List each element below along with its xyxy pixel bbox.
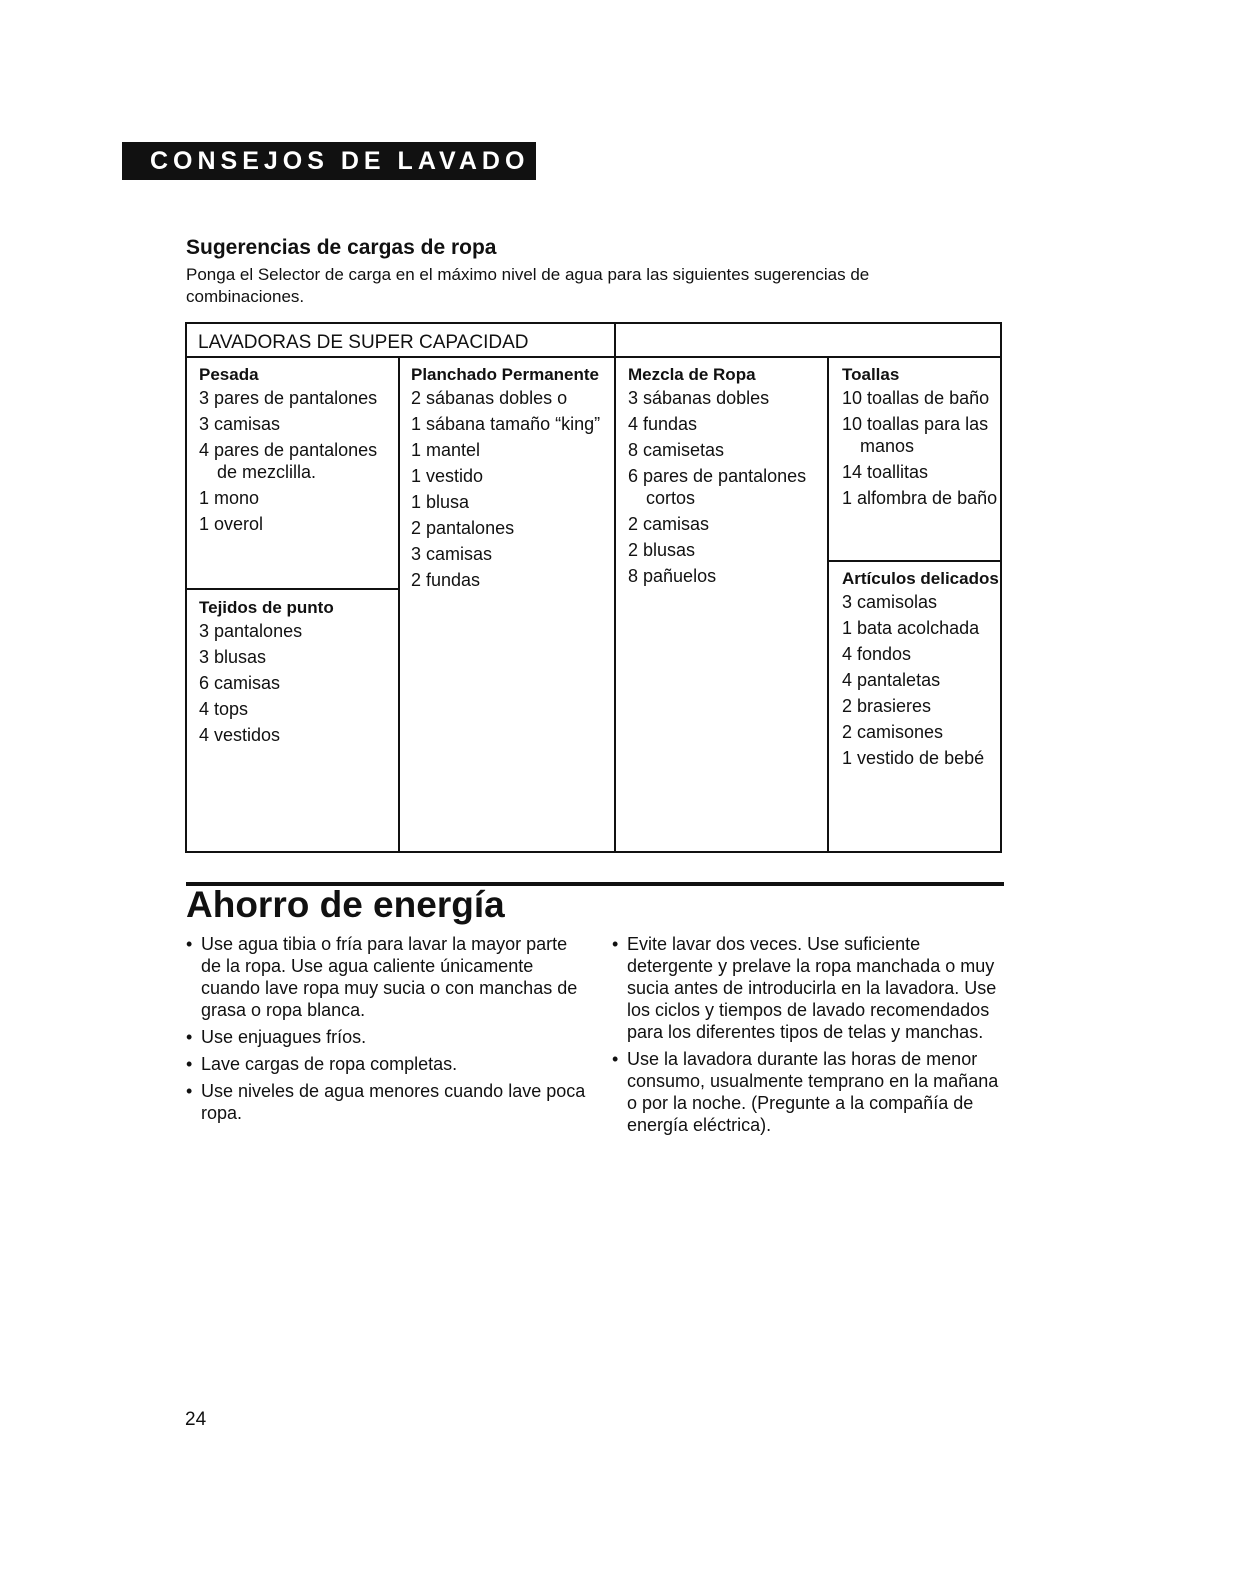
load-item: 3 sábanas dobles: [628, 388, 770, 408]
section-banner: CONSEJOS DE LAVADO: [122, 142, 536, 180]
suggestions-intro: Ponga el Selector de carga en el máximo nivel de agua para las siguientes sugerencias de combinaciones.: [186, 265, 870, 306]
group-title: Tejidos de punto: [199, 598, 334, 617]
load-item: 2 camisones: [842, 722, 944, 742]
load-item: 4 pantaletas: [842, 670, 941, 690]
load-item: 1 blusa: [411, 492, 470, 512]
group-items: [199, 620, 394, 746]
load-item: 3 camisolas: [842, 592, 938, 612]
load-item: 6 pares de pantalones cortos: [628, 466, 807, 508]
load-item: 14 toallitas: [842, 462, 929, 482]
group-toallas: [842, 364, 999, 513]
group-title: Artículos delicados: [842, 569, 999, 588]
load-item: 1 bata acolchada: [842, 618, 980, 638]
group-items: [411, 387, 611, 591]
load-item: 3 camisas: [199, 414, 281, 434]
load-item: 1 mantel: [411, 440, 481, 460]
group-title: Mezcla de Ropa: [628, 365, 756, 384]
group-tejidos-de-punto: [199, 597, 394, 750]
energy-title: Ahorro de energía: [186, 884, 505, 925]
group-mezcla-de-ropa: [628, 364, 823, 591]
energy-tip: • Lave cargas de ropa completas.: [186, 1053, 586, 1075]
load-item: 1 mono: [199, 488, 260, 508]
load-item: 1 vestido de bebé: [842, 748, 985, 768]
page-number: 24: [185, 1409, 207, 1430]
load-item: 4 fundas: [628, 414, 698, 434]
load-item: 4 fondos: [842, 644, 912, 664]
group-items: [628, 387, 823, 587]
load-item: 4 pares de pantalones de mezclilla.: [199, 440, 378, 482]
load-item: 4 tops: [199, 699, 249, 719]
table-col-divider-3: [827, 356, 829, 853]
energy-tip: • Use la lavadora durante las horas de menor consumo, usualmente temprano en la mañana o por la noche. (Pregunte a la compañía de energía eléctrica).: [612, 1048, 1007, 1136]
load-item: 3 pantalones: [199, 621, 303, 641]
energy-tips-right: [612, 933, 1007, 1141]
group-title: Toallas: [842, 365, 900, 384]
group-articulos-delicados: [842, 568, 999, 773]
table-col4-group-divider: [827, 560, 1002, 562]
load-item: 2 blusas: [628, 540, 696, 560]
load-item: 8 pañuelos: [628, 566, 717, 586]
table-col-divider-2: [614, 322, 616, 853]
group-title: Planchado Permanente: [411, 365, 600, 384]
energy-tips-left: [186, 933, 586, 1129]
load-item: 3 camisas: [411, 544, 493, 564]
load-item: 1 overol: [199, 514, 264, 534]
load-item: 2 fundas: [411, 570, 481, 590]
suggestions-title: Sugerencias de cargas de ropa: [186, 236, 497, 259]
load-item: 10 toallas para las manos: [842, 414, 989, 456]
energy-tip: • Use agua tibia o fría para lavar la mayor parte de la ropa. Use agua caliente únicamente cuando lave ropa muy sucia o con manchas de grasa o ropa blanca.: [186, 933, 586, 1021]
energy-tip: • Use enjuagues fríos.: [186, 1026, 586, 1048]
load-item: 2 brasieres: [842, 696, 932, 716]
load-item: 2 pantalones: [411, 518, 515, 538]
energy-tip: • Use niveles de agua menores cuando lave poca ropa.: [186, 1080, 586, 1124]
load-item: 8 camisetas: [628, 440, 725, 460]
load-item: 10 toallas de baño: [842, 388, 990, 408]
load-item: 1 vestido: [411, 466, 484, 486]
group-items: [842, 591, 999, 769]
table-col1-group-divider: [185, 588, 399, 590]
load-item: 3 blusas: [199, 647, 267, 667]
group-title: Pesada: [199, 365, 259, 384]
group-items: [842, 387, 999, 509]
energy-tip: • Evite lavar dos veces. Use suficiente detergente y prelave la ropa manchada o muy sucia antes de introducirla en la lavadora. Use los ciclos y tiempos de lavado recomendados para los diferentes tipos de telas y manchas.: [612, 933, 1007, 1043]
group-planchado-permanente: [411, 364, 611, 595]
load-item: 6 camisas: [199, 673, 281, 693]
load-item: 1 sábana tamaño “king”: [411, 414, 601, 434]
group-items: [199, 387, 394, 535]
load-item: 2 camisas: [628, 514, 710, 534]
load-item: 3 pares de pantalones: [199, 388, 378, 408]
table-col-divider-1: [398, 356, 400, 853]
table-header: LAVADORAS DE SUPER CAPACIDAD: [198, 332, 529, 353]
load-item: 2 sábanas dobles o: [411, 388, 568, 408]
table-header-divider: [185, 356, 1002, 358]
group-pesada: [199, 364, 394, 539]
load-item: 4 vestidos: [199, 725, 281, 745]
load-item: 1 alfombra de baño: [842, 488, 998, 508]
